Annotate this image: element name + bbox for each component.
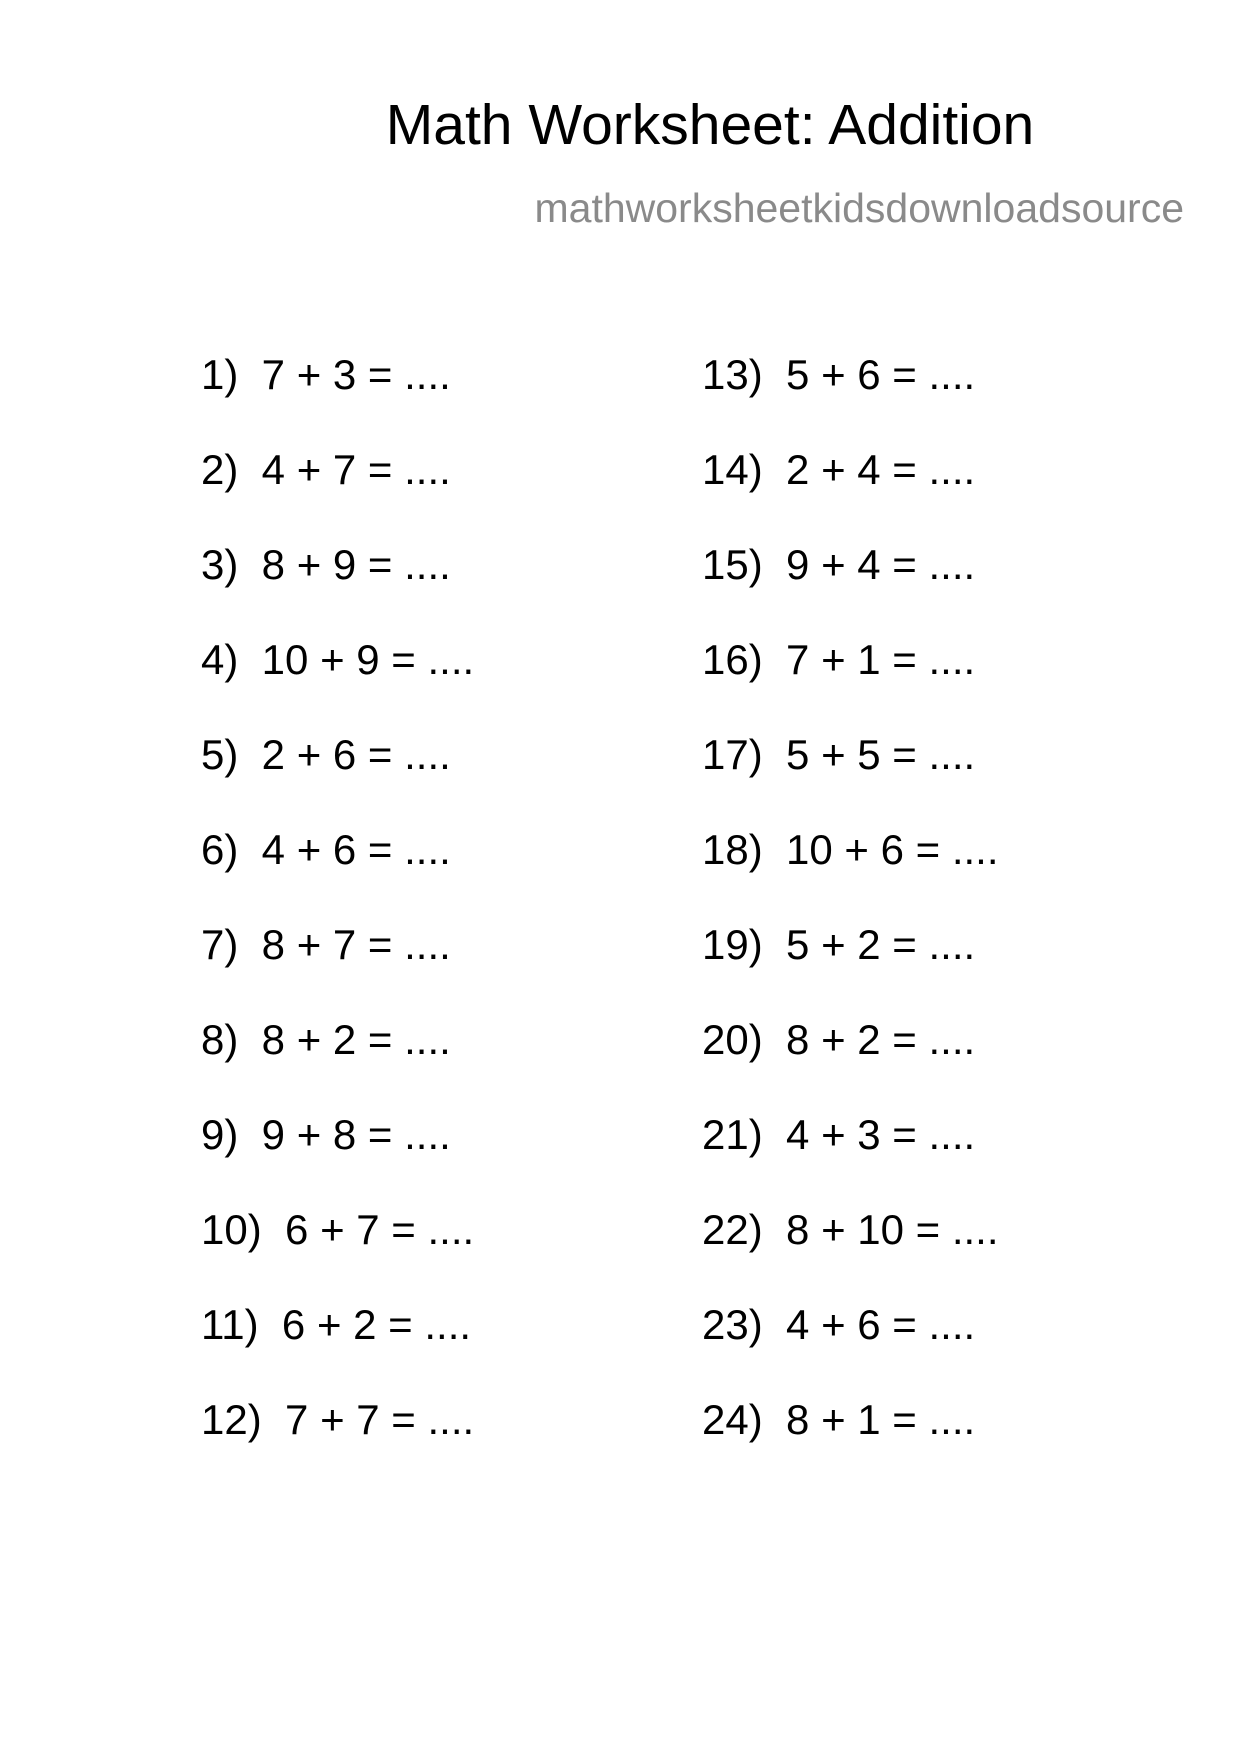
worksheet-source: mathworksheetkidsdownloadsource (534, 185, 1184, 231)
problem-13: 13) 5 + 6 = .... (702, 351, 976, 398)
problems-column-right (702, 351, 999, 1494)
problem-23: 23) 4 + 6 = .... (702, 1301, 976, 1348)
problem-16: 16) 7 + 1 = .... (702, 636, 976, 683)
problem-5: 5) 2 + 6 = .... (201, 731, 451, 778)
problem-19: 19) 5 + 2 = .... (702, 921, 976, 968)
problems-column-left (201, 351, 475, 1494)
problem-4: 4) 10 + 9 = .... (201, 636, 475, 683)
problem-3: 3) 8 + 9 = .... (201, 541, 451, 588)
worksheet-title: Math Worksheet: Addition (385, 93, 1035, 157)
problem-7: 7) 8 + 7 = .... (201, 921, 451, 968)
problem-8: 8) 8 + 2 = .... (201, 1016, 451, 1063)
problem-24: 24) 8 + 1 = .... (702, 1396, 976, 1443)
problem-22: 22) 8 + 10 = .... (702, 1206, 999, 1253)
problem-9: 9) 9 + 8 = .... (201, 1111, 451, 1158)
problem-6: 6) 4 + 6 = .... (201, 826, 451, 873)
problem-2: 2) 4 + 7 = .... (201, 446, 451, 493)
problem-10: 10) 6 + 7 = .... (201, 1206, 475, 1253)
problem-18: 18) 10 + 6 = .... (702, 826, 999, 873)
problem-20: 20) 8 + 2 = .... (702, 1016, 976, 1063)
problem-12: 12) 7 + 7 = .... (201, 1396, 475, 1443)
problem-15: 15) 9 + 4 = .... (702, 541, 976, 588)
problem-17: 17) 5 + 5 = .... (702, 731, 976, 778)
problem-14: 14) 2 + 4 = .... (702, 446, 976, 493)
problem-11: 11) 6 + 2 = .... (201, 1301, 472, 1348)
problem-21: 21) 4 + 3 = .... (702, 1111, 976, 1158)
problem-1: 1) 7 + 3 = .... (201, 351, 451, 398)
